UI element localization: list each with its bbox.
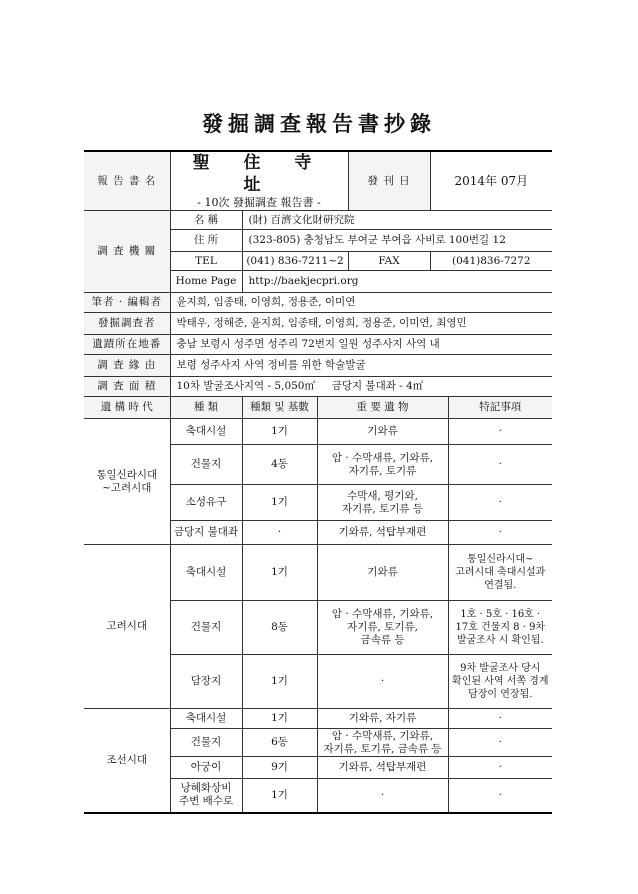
survey-reason-label: 調 査 緣 由 — [84, 355, 170, 377]
count-cell: 6동 — [242, 729, 317, 757]
page-title: 發掘調查報告書抄錄 — [202, 111, 436, 136]
artifacts-cell: 기와류, 석탑부재편 — [317, 521, 448, 545]
survey-area-label: 調 査 面 積 — [84, 377, 170, 397]
report-name-sub: - 10次 發掘調查 報告書 - — [197, 196, 321, 209]
agency-address-value: (323-805) 충청남도 부여군 부여읍 사비로 100번길 12 — [242, 230, 552, 252]
table-row — [84, 419, 552, 445]
type-cell: 축대시설 — [170, 419, 242, 445]
publish-date-value: 2014年 07月 — [430, 151, 552, 211]
agency-tel-value: (041) 836-7211~2 — [242, 252, 348, 271]
count-cell: 1기 — [242, 709, 317, 729]
header-type: 種 類 — [170, 397, 242, 419]
artifacts-cell: 기와류 — [317, 419, 448, 445]
artifacts-cell: 암 · 수막새류, 기와류, 자기류, 토기류 — [317, 445, 448, 485]
notes-cell: 1호 · 5호 · 16호 · 17호 건물지 8 · 9차 발굴조사 시 확인됨. — [448, 601, 552, 655]
type-cell: 건물지 — [170, 445, 242, 485]
artifacts-cell: 암 · 수막새류, 기와류, 자기류, 토기류, 금속류 등 — [317, 729, 448, 757]
notes-cell: · — [448, 757, 552, 779]
table-row — [84, 545, 552, 601]
notes-cell: · — [448, 521, 552, 545]
agency-tel-label: TEL — [170, 252, 242, 271]
artifacts-cell: · — [317, 779, 448, 813]
type-cell: 낭혜화상비 주변 배수로 — [170, 779, 242, 813]
type-cell: 금당지 불대좌 — [170, 521, 242, 545]
publish-date-label: 發 刊 日 — [348, 151, 430, 211]
authors-label: 筆者 · 編輯者 — [84, 293, 170, 313]
survey-area-value: 10차 발굴조사지역 - 5,050㎡ 금당지 불대좌 - 4㎡ — [170, 377, 552, 397]
report-table — [84, 150, 552, 814]
notes-cell: · — [448, 709, 552, 729]
artifacts-cell: 기와류 — [317, 545, 448, 601]
agency-address-label: 住 所 — [170, 230, 242, 252]
header-period: 遺 構 時 代 — [84, 397, 170, 419]
survey-reason-value: 보령 성주사지 사역 정비를 위한 학술발굴 — [170, 355, 552, 377]
agency-fax-value: (041)836-7272 — [430, 252, 552, 271]
artifacts-cell: 기와류, 자기류 — [317, 709, 448, 729]
header-artifacts: 重 要 遺 物 — [317, 397, 448, 419]
agency-homepage-value: http://baekjecpri.org — [242, 271, 552, 293]
count-cell: 9기 — [242, 757, 317, 779]
table-row — [84, 709, 552, 729]
period-cell: 조선시대 — [84, 709, 170, 813]
excavators-label: 發掘調査者 — [84, 313, 170, 335]
report-name-label: 報 告 書 名 — [84, 151, 170, 211]
count-cell: 8동 — [242, 601, 317, 655]
notes-cell: 9차 발굴조사 당시 확인된 사역 서쪽 경계 담장이 연장됨. — [448, 655, 552, 709]
agency-fax-label: FAX — [348, 252, 430, 271]
artifacts-cell: 기와류, 석탑부재편 — [317, 757, 448, 779]
type-cell: 건물지 — [170, 601, 242, 655]
count-cell: 1기 — [242, 545, 317, 601]
notes-cell: · — [448, 485, 552, 521]
count-cell: 1기 — [242, 419, 317, 445]
report-name-main: 聖 住 寺 址 — [192, 153, 326, 195]
type-cell: 아궁이 — [170, 757, 242, 779]
agency-name-label: 名 稱 — [170, 211, 242, 230]
site-location-label: 遺蹟所在地番 — [84, 335, 170, 355]
notes-cell: · — [448, 779, 552, 813]
type-cell: 건물지 — [170, 729, 242, 757]
count-cell: 1기 — [242, 779, 317, 813]
notes-cell: · — [448, 419, 552, 445]
type-cell: 축대시설 — [170, 709, 242, 729]
type-cell: 축대시설 — [170, 545, 242, 601]
agency-homepage-label: Home Page — [170, 271, 242, 293]
artifacts-cell: · — [317, 655, 448, 709]
artifacts-cell: 암 · 수막새류, 기와류, 자기류, 토기류, 금속류 등 — [317, 601, 448, 655]
notes-cell: · — [448, 445, 552, 485]
agency-name-value: (財) 百濟文化財硏究院 — [242, 211, 552, 230]
count-cell: 1기 — [242, 655, 317, 709]
count-cell: · — [242, 521, 317, 545]
artifacts-cell: 수막새, 평기와, 자기류, 토기류 등 — [317, 485, 448, 521]
authors-value: 윤지희, 임종태, 이영희, 정용준, 이미연 — [170, 293, 552, 313]
agency-label: 調 査 機 關 — [84, 211, 170, 293]
count-cell: 1기 — [242, 485, 317, 521]
type-cell: 담장지 — [170, 655, 242, 709]
excavators-value: 박태우, 정해준, 윤지희, 임종태, 이영희, 정용준, 이미연, 최영민 — [170, 313, 552, 335]
period-cell: 고려시대 — [84, 545, 170, 709]
header-notes: 特記事項 — [448, 397, 552, 419]
header-count: 種類 및 基數 — [242, 397, 317, 419]
type-cell: 소성유구 — [170, 485, 242, 521]
notes-cell: 통일신라시대~ 고려시대 축대시설과 연결됨. — [448, 545, 552, 601]
count-cell: 4동 — [242, 445, 317, 485]
notes-cell: · — [448, 729, 552, 757]
site-location-value: 충남 보령시 성주면 성주리 72번지 일원 성주사지 사역 내 — [170, 335, 552, 355]
report-name-cell — [170, 151, 348, 211]
period-cell: 통일신라시대 ~고려시대 — [84, 419, 170, 545]
